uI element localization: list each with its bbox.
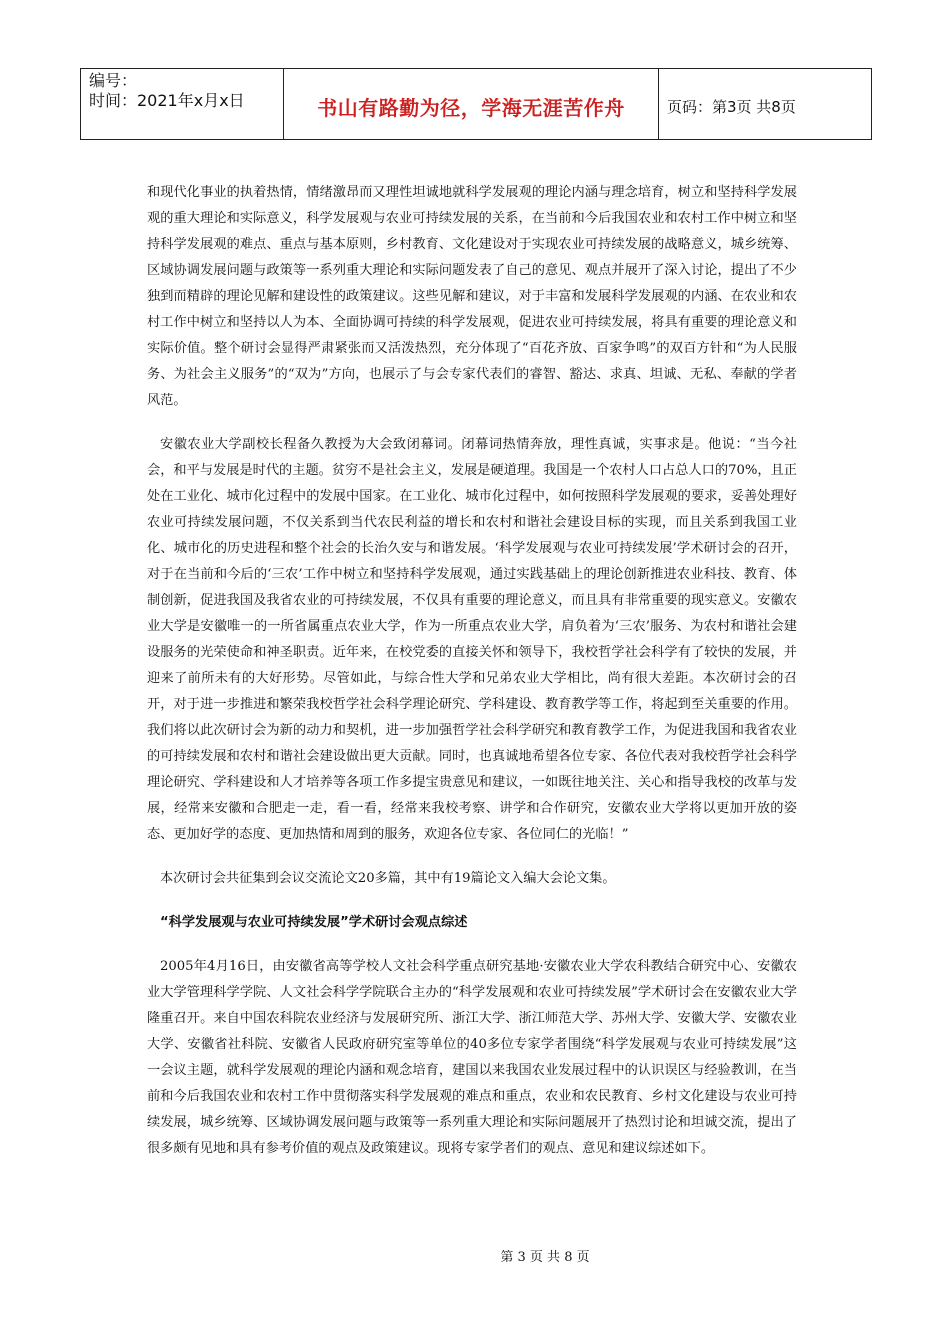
paragraph-2: 安徽农业大学副校长程备久教授为大会致闭幕词。闭幕词热情奔放，理性真诚，实事求是。他说：“当今社会，和平与发展是时代的主题。贫穷不是社会主义，发展是硬道理。我国是一个农村人口占总人口的70%，且正处在工业化、城市化过程中的发展中国家。在工业化、城市化过程中，如何按照科学发展观的要求，妥善处理好农业可持续发展问题，不仅关系到当代农民利益的增长和农村和谐社会建设目标的实现，而且关系到我国工业化、城市化的历史进程和整个社会的长治久安与和谐发展。‘科学发展观与农业可持续发展’学术研讨会的召开，对于在当前和今后的‘三农’工作中树立和坚持科学发展观，通过实践基础上的理论创新推进农业科技、教育、体制创新，促进我国及我省农业的可持续发展，不仅具有重要的理论意义，而且具有非常重要的现实意义。安徽农业大学是安徽唯一的一所省属重点农业大学，作为一所重点农业大学，肩负着为‘三农’服务、为农村和谐社会建设服务的光荣使命和神圣职责。近年来，在校党委的直接关怀和领导下，我校哲学社会科学有了较快的发展，并迎来了前所未有的大好形势。尽管如此，与综合性大学和兄弟农业大学相比，尚有很大差距。本次研讨会的召开，对于进一步推进和繁荣我校哲学社会科学理论研究、学科建设、教育教学等工作，将起到至关重要的作用。我们将以此次研讨会为新的动力和契机，进一步加强哲学社会科学研究和教育教学工作，为促进我国和我省农业的可持续发展和农村和谐社会建设做出更大贡献。同时，也真诚地希望各位专家、各位代表对我校哲学社会科学理论研究、学科建设和人才培养等各项工作多提宝贵意见和建议，一如既往地关注、关心和指导我校的改革与发展，经常来安徽和合肥走一走，看一看，经常来我校考察、讲学和合作研究，安徽农业大学将以更加开放的姿态、更加好学的态度、更加热情和周到的服务，欢迎各位专家、各位同仁的光临！” xyxy=(147,437,797,842)
date-label: 时间：2021年x月x日 xyxy=(89,91,245,110)
section-heading: “科学发展观与农业可持续发展”学术研讨会观点综述 xyxy=(160,915,468,930)
page-header-table xyxy=(80,68,872,140)
paragraph-4: 2005年4月16日，由安徽省高等学校人文社会科学重点研究基地·安徽农业大学农科教结合研究中心、安徽农业大学管理科学学院、人文社会科学学院联合主办的“科学发展观和农业可持续发展”学术研讨会在安徽农业大学隆重召开。来自中国农科院农业经济与发展研究所、浙江大学、浙江师范大学、苏州大学、安徽大学、安徽农业大学、安徽省社科院、安徽省人民政府研究室等单位的40多位专家学者围绕“科学发展观与农业可持续发展”这一会议主题，就科学发展观的理论内涵和观念培育，建国以来我国农业发展过程中的认识误区与经验教训，在当前和今后我国农业和农村工作中贯彻落实科学发展观的难点和重点，农业和农民教育、乡村文化建设与农业可持续发展，城乡统筹、区域协调发展问题与政策等一系列重大理论和实际问题展开了热烈讨论和坦诚交流，提出了很多颇有见地和具有参考价值的观点及政策建议。现将专家学者们的观点、意见和建议综述如下。 xyxy=(147,959,797,1156)
header-motto: 书山有路勤为径，学海无涯苦作舟 xyxy=(284,69,659,139)
page-footer: 第 3 页 共 8 页 xyxy=(500,1250,590,1265)
header-page-code: 页码：第3页 共8页 xyxy=(667,97,796,116)
paragraph-1: 和现代化事业的执着热情，情绪激昂而又理性坦诚地就科学发展观的理论内涵与理念培育，树立和坚持科学发展观的重大理论和实际意义，科学发展观与农业可持续发展的关系，在当前和今后我国农业和农村工作中树立和坚持科学发展观的难点、重点与基本原则，乡村教育、文化建设对于实现农业可持续发展的战略意义，城乡统筹、区域协调发展问题与政策等一系列重大理论和实际问题发表了自己的意见、观点并展开了深入讨论，提出了不少独到而精辟的理论见解和建设性的政策建议。这些见解和建议，对于丰富和发展科学发展观的内涵、在农业和农村工作中树立和坚持以人为本、全面协调可持续的科学发展观，促进农业可持续发展，将具有重要的理论意义和实际价值。整个研讨会显得严肃紧张而又活泼热烈，充分体现了“百花齐放、百家争鸣”的双百方针和“为人民服务、为社会主义服务”的“双为”方向，也展示了与会专家代表们的睿智、豁达、求真、坦诚、无私、奉献的学者风范。 xyxy=(147,185,797,408)
document-body xyxy=(147,180,797,1180)
paragraph-3: 本次研讨会共征集到会议交流论文20多篇，其中有19篇论文入编大会论文集。 xyxy=(160,871,616,886)
header-meta-cell xyxy=(81,69,284,139)
number-label: 编号： xyxy=(89,71,138,90)
